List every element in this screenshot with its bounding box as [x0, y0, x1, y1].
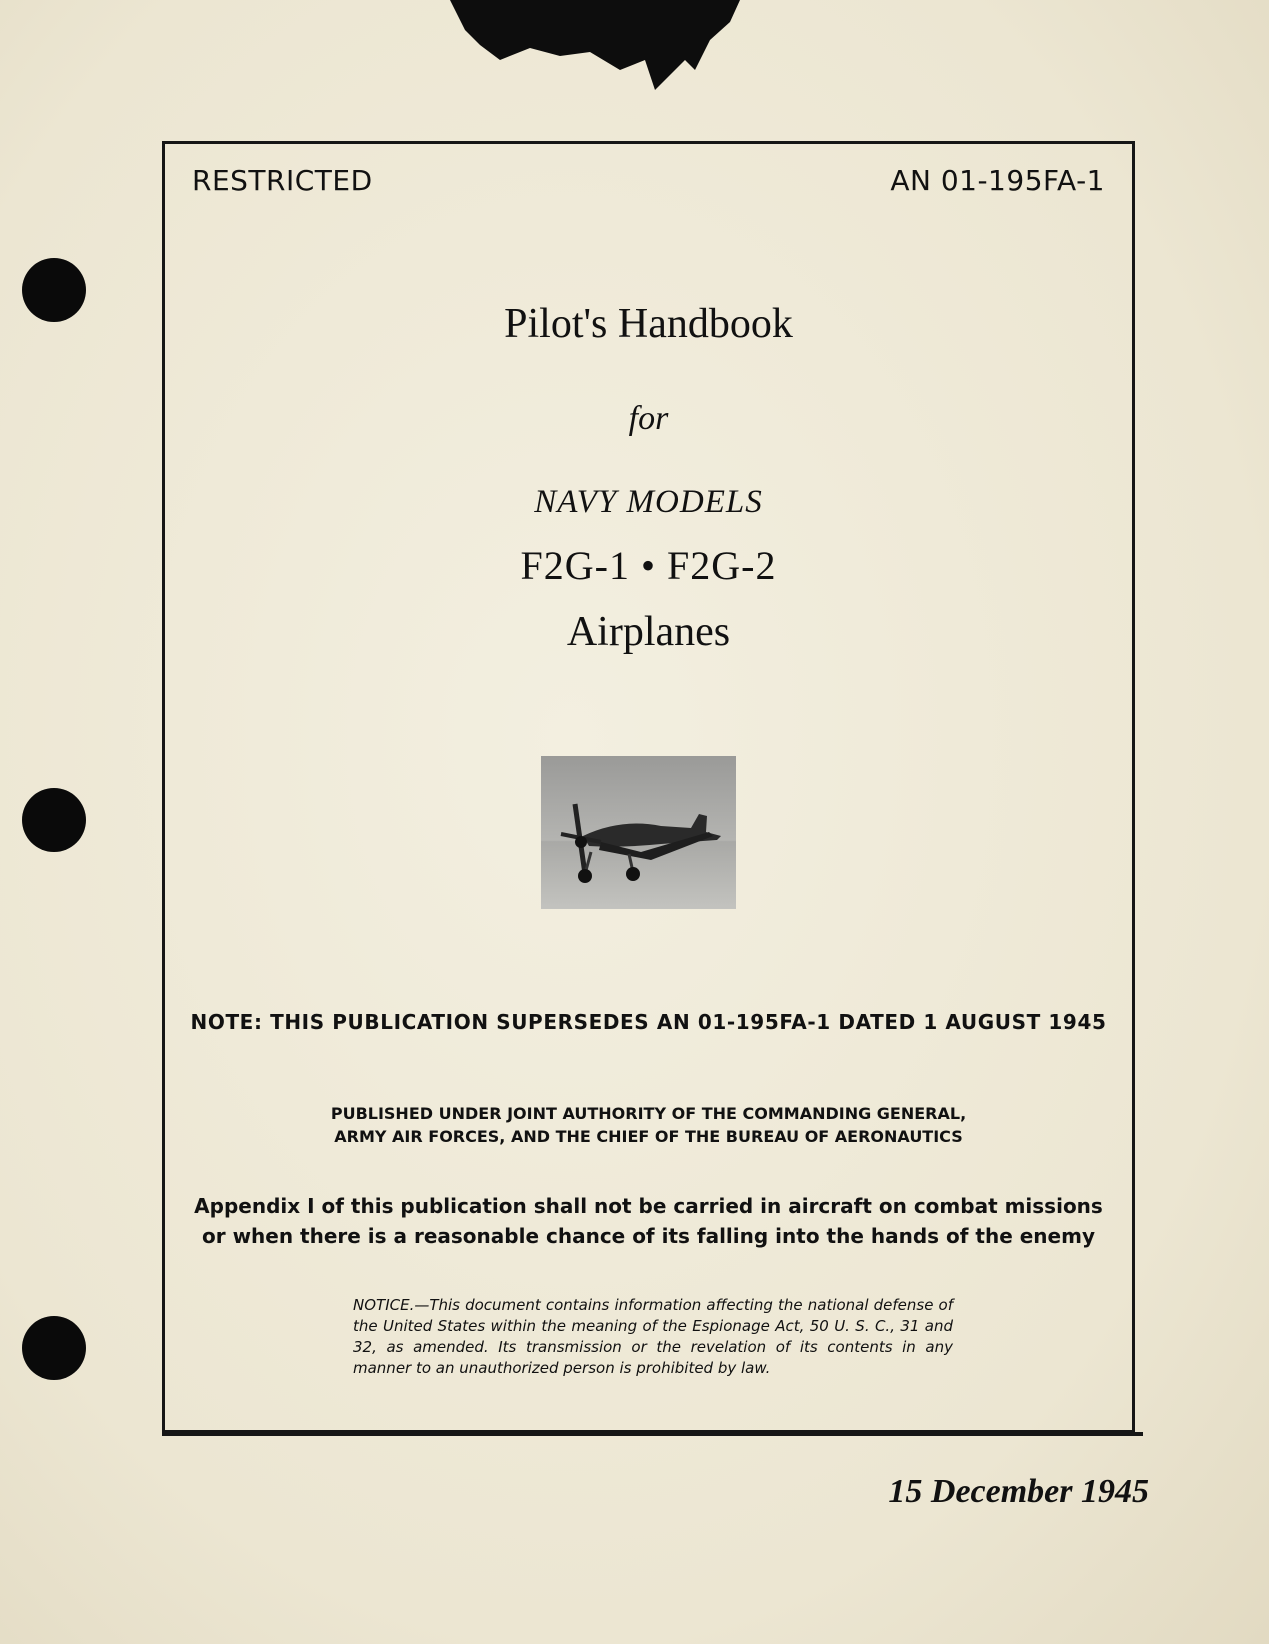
navy-models-label: NAVY MODELS — [534, 484, 763, 520]
publication-authority-line1: PUBLISHED UNDER JOINT AUTHORITY OF THE COMMANDING GENERAL, — [330, 1104, 967, 1123]
airplanes-label: Airplanes — [566, 609, 731, 655]
publication-authority-line2: ARMY AIR FORCES, AND THE CHIEF OF THE BUREAU OF AERONAUTICS — [334, 1127, 963, 1146]
publication-date: 15 December 1945 — [888, 1473, 1149, 1510]
punch-hole-middle — [22, 788, 86, 852]
handbook-title: Pilot's Handbook — [504, 301, 793, 347]
airplane-photo — [541, 756, 736, 909]
title-for: for — [628, 400, 669, 437]
border-frame-bottom-rule — [162, 1432, 1143, 1436]
model-designations: F2G-1 • F2G-2 — [520, 543, 777, 588]
document-number: AN 01-195FA-1 — [890, 164, 1105, 197]
appendix-warning — [162, 1191, 1135, 1251]
airplane-illustration — [541, 756, 736, 909]
punch-hole-top — [22, 258, 86, 322]
torn-paper-damage — [440, 0, 760, 90]
appendix-warning-line1: Appendix I of this publication shall not be carried in aircraft on combat missions — [194, 1194, 1103, 1218]
punch-hole-bottom — [22, 1316, 86, 1380]
supersedes-note: NOTE: THIS PUBLICATION SUPERSEDES AN 01-195FA-1 DATED 1 AUGUST 1945 — [190, 1010, 1107, 1034]
appendix-warning-line2: or when there is a reasonable chance of its falling into the hands of the enemy — [202, 1224, 1095, 1248]
espionage-notice: NOTICE.—This document contains information affecting the national defense of the United States within the meaning of the Espionage Act, 50 U. S. C., 31 and 32, as amended. Its transmission or the revelation of its contents in any manner to an unauthorized person is prohibited by law. — [353, 1296, 953, 1377]
publication-authority — [162, 1102, 1135, 1148]
classification-label: RESTRICTED — [192, 164, 373, 197]
